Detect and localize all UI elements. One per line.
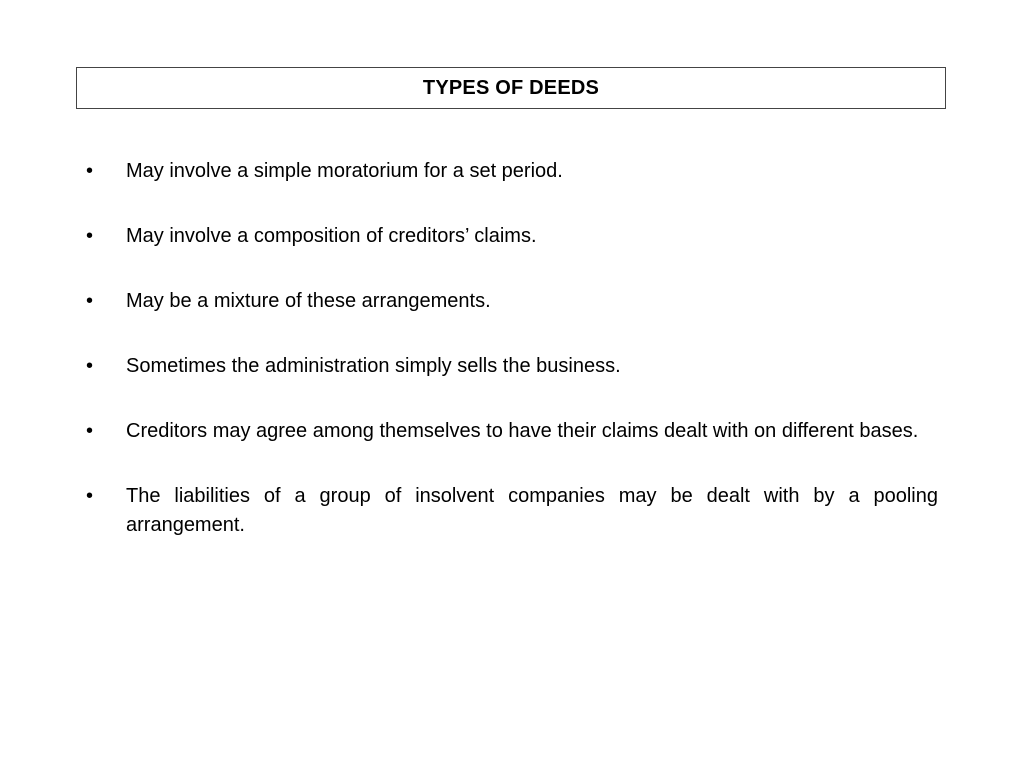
bullet-text: Sometimes the administration simply sells the business. [126, 355, 621, 377]
list-item [86, 417, 938, 446]
bullet-text: Creditors may agree among themselves to have their claims dealt with on different bases. [126, 420, 919, 442]
bullet-icon: • [86, 355, 94, 377]
list-item [86, 157, 938, 186]
bullet-icon: • [86, 160, 94, 182]
bullet-text: The liabilities of a group of insolvent companies may be dealt with by a pooling arrangement. [126, 485, 938, 536]
bullet-text: May be a mixture of these arrangements. [126, 290, 491, 312]
list-item [86, 287, 938, 316]
bullet-icon: • [86, 485, 94, 507]
list-item [86, 482, 938, 540]
list-item [86, 352, 938, 381]
list-item [86, 222, 938, 251]
bullet-list [86, 157, 938, 576]
title-box [76, 67, 946, 109]
bullet-text: May involve a simple moratorium for a set period. [126, 160, 563, 182]
slide-title: TYPES OF DEEDS [422, 76, 600, 99]
bullet-icon: • [86, 225, 94, 247]
bullet-icon: • [86, 420, 94, 442]
bullet-icon: • [86, 290, 94, 312]
bullet-text: May involve a composition of creditors’ claims. [126, 225, 537, 247]
